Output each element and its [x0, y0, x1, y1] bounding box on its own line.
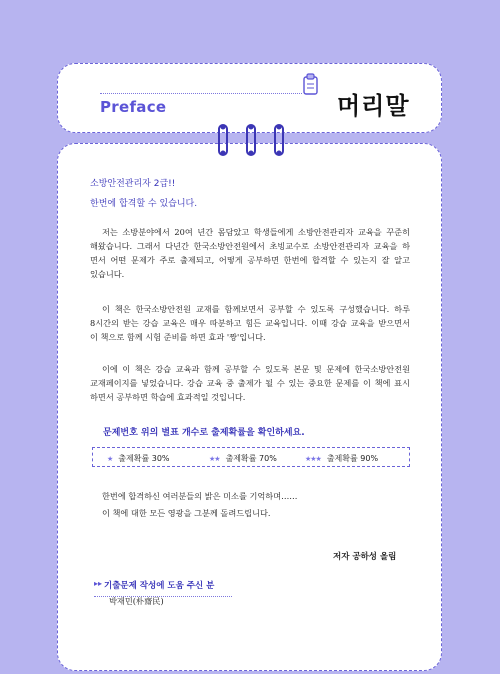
preface-label: Preface [100, 98, 167, 116]
legend-item-90 [305, 453, 378, 464]
paragraph-line: 이 책으로 함께 시험 준비를 하면 효과 '짱'입니다. [90, 332, 266, 342]
contributor-name: 박재민(朴齋民) [109, 596, 164, 606]
paragraph-line: 있습니다. [90, 269, 125, 279]
legend-heading: 문제번호 위의 별표 개수로 출제확률을 확인하세요. [103, 428, 305, 438]
page-title: 머리말 [337, 92, 410, 120]
paragraph-line: 하면서 공부하면 학습에 효과적일 것입니다. [90, 392, 246, 402]
double-arrow-icon: ▸▸ [94, 579, 103, 588]
star-icon: ★ [107, 455, 113, 463]
legend-item-30 [107, 453, 170, 464]
star-icon: ★★ [209, 455, 220, 463]
paragraph-line: 저는 소방분야에서 20여 년간 몸담았고 학생들에게 소방안전관리자 교육을 꾸준히 [102, 227, 410, 237]
paragraph-line: 이 책은 한국소방안전원 교재를 함께보면서 공부할 수 있도록 구성했습니다. 하루 [102, 304, 410, 314]
closing-line-1: 한번에 합격하신 여러분들의 밝은 미소를 기억하며…… [102, 491, 298, 501]
greeting-line-2: 한번에 합격할 수 있습니다. [90, 199, 198, 209]
legend-box [92, 447, 410, 467]
closing-line-2: 이 책에 대한 모든 영광을 그분께 돌려드립니다. [102, 508, 271, 518]
paragraph-line: 8시간의 받는 강습 교육은 매우 따분하고 힘든 교육입니다. 이때 강습 교육을 받으면서 [90, 318, 410, 328]
paragraph-2 [90, 302, 410, 344]
paragraph-line: 교재페이지를 넣었습니다. 강습 교육 중 출제가 될 수 있는 중요한 문제를 이 책에 표시 [90, 378, 410, 388]
legend-label: 출제확률 70% [225, 454, 277, 463]
paragraph-line: 해왔습니다. 그래서 다년간 한국소방안전원에서 초빙교수로 소방안전관리자 교육을 하 [90, 241, 410, 251]
author-signature: 저자 공하성 올림 [333, 552, 397, 562]
paragraph-line: 면서 어떤 문제가 주로 출제되고, 어떻게 공부하면 한번에 합격할 수 있는지 잘 알고 [90, 255, 410, 265]
header-divider [100, 93, 302, 94]
binder-rings [216, 123, 286, 163]
clipboard-icon [301, 72, 321, 100]
legend-label: 출제확률 30% [118, 454, 170, 463]
legend-item-70 [209, 453, 277, 464]
contributors-heading: 기출문제 작성에 도움 주신 분 [104, 581, 215, 591]
star-icon: ★★★ [305, 455, 321, 463]
greeting-line-1: 소방안전관리자 2급!! [90, 179, 176, 189]
legend-label: 출제확률 90% [326, 454, 379, 463]
paragraph-3 [90, 362, 410, 404]
paragraph-1 [90, 225, 410, 281]
paragraph-line: 이에 이 책은 강습 교육과 함께 공부할 수 있도록 본문 및 문제에 한국소방안전원 [102, 364, 410, 374]
